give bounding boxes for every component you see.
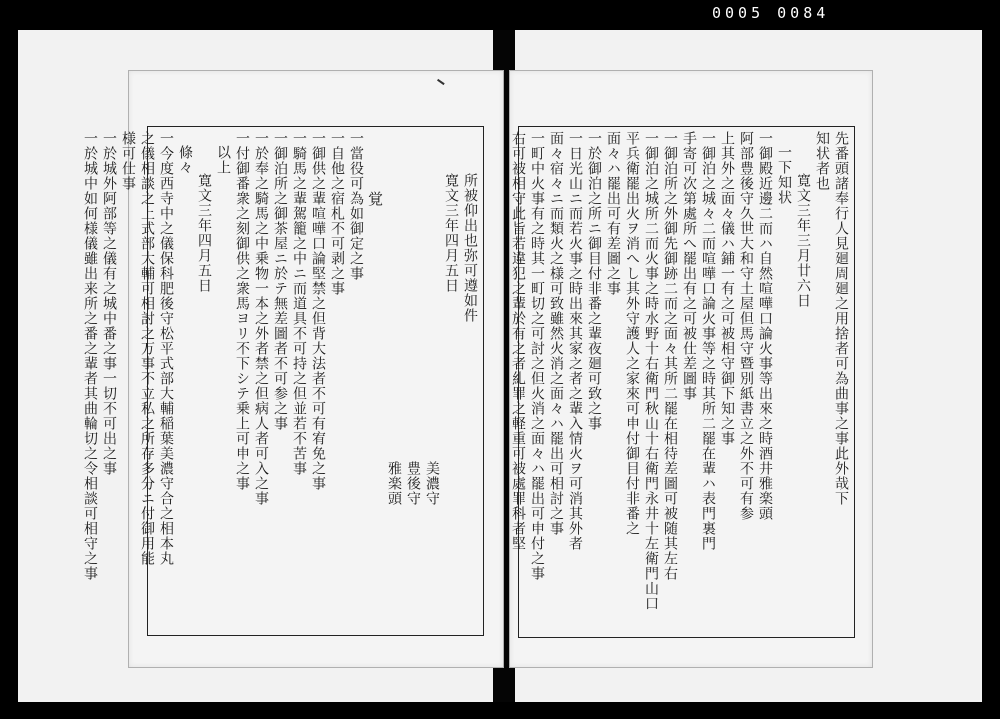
left-line-12: 一於奉之騎馬之中乗物一本之外者禁之但病人者可入之事 xyxy=(253,131,269,506)
right-line-15: 右可被相守此旨若違犯之輩於有之者糺罪之軽重可被處罪科者堅 xyxy=(510,131,526,551)
right-line-3: 阿部豊後守久世大和守土屋但馬守暨別紙書立之外不可有参 xyxy=(738,131,754,521)
left-line-10: 一騎馬之輩駕籠之中ニ而道具不可持之但並若不苦事 xyxy=(291,131,307,476)
left-page-frame xyxy=(82,126,484,636)
left-signatory-3: 雅楽頭 xyxy=(386,461,402,506)
left-line-20: 一於城外阿部等之儀有之城中番之事一切不可出之事 xyxy=(101,131,117,476)
left-heading-jojo: 條々 xyxy=(177,145,193,175)
left-line-7: 一當役可為如御定之事 xyxy=(348,131,364,281)
right-header-2: 知状者也 xyxy=(814,131,830,191)
right-page-frame xyxy=(510,126,855,638)
right-line-12: 一日光山ニ而若火事之時出來其家之者之輩入情火ヲ可消其外者 xyxy=(567,131,583,551)
left-line-21: 一於城中如何様儀雖出来所之番之輩者其曲輪切之令相談可相守之事 xyxy=(82,131,98,581)
left-line-date: 寛文三年四月五日 xyxy=(196,173,212,293)
frame-number: 0005 0084 xyxy=(712,4,830,22)
left-line-9: 一御供之輩喧嘩口論堅禁之但背大法者不可有宥免之事 xyxy=(310,131,326,491)
left-line-8: 一自他之宿札不可剥之事 xyxy=(329,131,345,296)
right-header-1: 先番頭諸奉行人見廻周廻之用捨者可為曲事之事此外哉下 xyxy=(833,131,849,506)
right-line-11: 一於御泊之所ニ御目付非番之輩夜廻可致之事 xyxy=(586,131,602,431)
right-line-10: 面々ハ罷出可有差圖之事 xyxy=(605,131,621,296)
right-header-date: 寛文三年三月廿六日 xyxy=(795,173,811,308)
left-line-11: 一御泊所之御茶屋ニ於テ無差圖者不可参之事 xyxy=(272,131,288,431)
right-heading-gechijo: 一下知状 xyxy=(776,145,792,205)
left-line-1: 所被仰出也弥可遵如件 xyxy=(462,173,478,323)
right-line-8: 一御泊之城所二而火事之時水野十右衛門秋山十右衛門永井十左衛門山口 xyxy=(643,131,659,611)
left-line-17: 一今度西寺中之儀保科肥後守松平式部大輔稲葉美濃守合之相本丸 xyxy=(158,131,174,566)
right-line-2: 一御殿近邊二而ハ自然喧嘩口論火事等出來之時酒井雅楽頭 xyxy=(757,131,773,521)
left-signatory-2: 豊後守 xyxy=(405,461,421,506)
right-page xyxy=(509,70,873,668)
right-line-14: 一町中火事有之時其一町切之可討之但火消之面々ハ罷出可申付之事 xyxy=(529,131,545,581)
right-line-13: 面々宿々ニ而類火之様可致雖然火消之面々ハ罷出可相討之事 xyxy=(548,131,564,536)
left-heading-oboe: 覚 xyxy=(366,191,384,207)
right-line-6: 手寄可次第處所へ罷出有之可被仕差圖事 xyxy=(681,131,697,401)
left-line-18: 之儀相談之上式部大輔可相討之万事不立私之所存多分ニ付御用能 xyxy=(139,131,155,566)
left-signatory-1: 美濃守 xyxy=(424,461,440,506)
right-line-5: 一御泊之城々二而喧嘩口論火事等之時其所二罷在輩ハ表門裏門 xyxy=(700,131,716,551)
left-line-13: 一付御番衆之刻御供之衆馬ヨリ不下シテ乗上可申之事 xyxy=(234,131,250,491)
left-line-2: 寛文三年四月五日 xyxy=(443,173,459,293)
left-line-19: 様可仕事 xyxy=(120,131,136,191)
left-page xyxy=(82,70,504,668)
left-line-ijo: 以上 xyxy=(215,145,231,175)
right-line-7: 一御泊所之外御先御跡二而之面々其所二罷在相待差圖可被随其左右 xyxy=(662,131,678,581)
page-mark xyxy=(437,79,444,85)
right-line-4: 上其外之面々儀ハ鋪一有之可被相守御下知之事 xyxy=(719,131,735,446)
right-line-9: 平兵衛罷出火ヲ消へし其外守護人之家來可申付御目付非番之 xyxy=(624,131,640,536)
